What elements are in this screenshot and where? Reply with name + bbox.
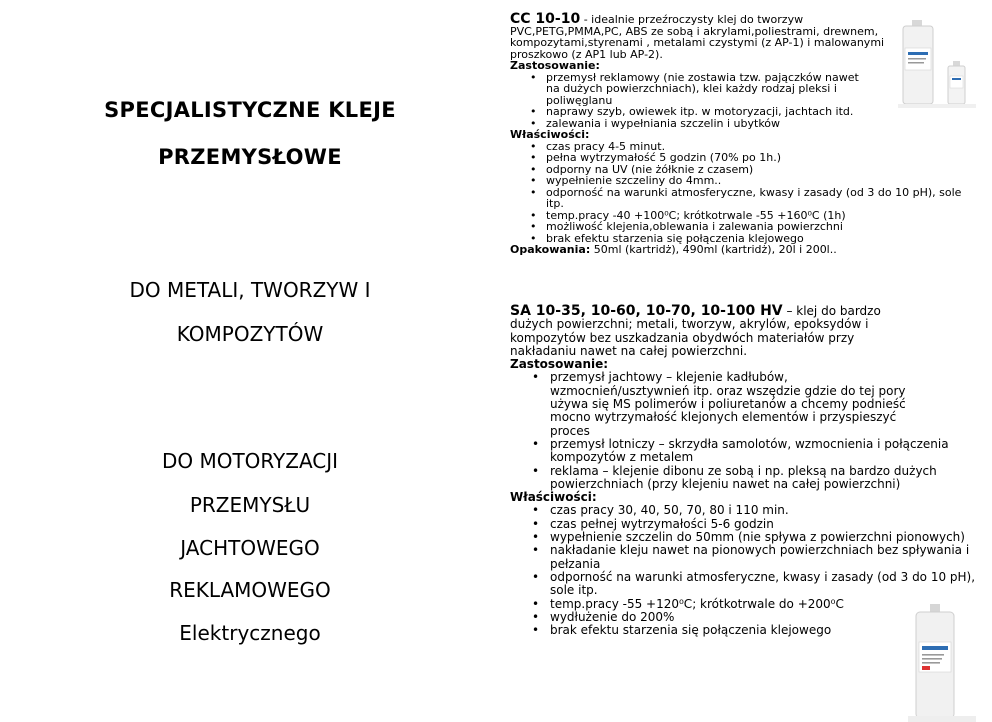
list-item: • naprawy szyb, owiewek itp. w motoryzacji, jachtach itd.	[510, 106, 876, 118]
product2-usage-heading: Zastosowanie:	[510, 357, 609, 372]
product1-props-heading: Właściwości:	[510, 128, 590, 141]
product2-name: SA 10-35, 10-60, 10-70, 10-100 HV	[510, 303, 783, 319]
product1-usage-heading: Zastosowanie:	[510, 59, 600, 72]
list-item: • temp.pracy -55 +120⁰C; krótkotrwale do +200⁰C	[510, 598, 980, 611]
list-item: • odporny na UV (nie żółknie z czasem)	[510, 164, 980, 176]
industry-reklamowego: REKLAMOWEGO	[169, 578, 331, 602]
subtitle-line2: KOMPOZYTÓW	[176, 322, 324, 346]
industry-jachtowego: JACHTOWEGO	[180, 536, 320, 560]
product2-intro	[510, 305, 900, 358]
industry-przemyslu: PRZEMYSŁU	[189, 493, 311, 517]
list-item: • przemysł lotniczy – skrzydła samolotów, wzmocnienia i połączenia kompozytów z metalem	[510, 438, 980, 465]
product1-packaging-value: 50ml (kartridż), 490ml (kartridż), 20l i 200l..	[590, 243, 837, 256]
list-item: • przemysł jachtowy – klejenie kadłubów, wzmocnień/usztywnień itp. oraz wszędzie gdzie do tej pory używa się MS polimerów i poliuretanów a chcemy podnieść mocno wytrzymałość klejonych elementów i przyspieszyć proces	[510, 371, 920, 437]
product2-usage-list	[510, 371, 980, 491]
list-item: • czas pełnej wytrzymałości 5-6 godzin	[510, 518, 980, 531]
product2-bottle-image	[908, 602, 976, 722]
list-item: • brak efektu starzenia się połączenia klejowego	[510, 233, 980, 245]
left-column	[0, 0, 500, 701]
bottle-cap-icon	[912, 20, 922, 26]
list-item: • wypełnienie szczelin do 50mm (nie spływa z powierzchni pionowych)	[510, 531, 980, 544]
list-item: • możliwość klejenia,oblewania i zalewania powierzchni	[510, 221, 980, 233]
bottle-cap-icon	[930, 604, 940, 612]
subtitle-line1: DO METALI, TWORZYW I	[129, 278, 371, 302]
product-cc-10-10	[510, 11, 980, 256]
list-item: • wypełnienie szczeliny do 4mm..	[510, 175, 980, 187]
list-item: • temp.pracy -40 +100⁰C; krótkotrwale -55 +160⁰C (1h)	[510, 210, 980, 222]
product1-description: - idealnie przeźroczysty klej do tworzyw PVC,PETG,PMMA,PC, ABS ze sobą i akrylami,poliestrami, drewnem, kompozytami,styrenami , metalami czystymi (z AP-1) i malowanymi proszkowo (z AP1 lub AP-2).	[510, 13, 885, 61]
list-item: • reklama – klejenie dibonu ze sobą i np. pleksą na bardzo dużych powierzchniach (przy klejeniu nawet na całej powierzchni)	[510, 465, 980, 492]
list-item: • odporność na warunki atmosferyczne, kwasy i zasady (od 3 do 10 pH), sole itp.	[510, 187, 980, 210]
product1-bottle-image	[898, 16, 976, 108]
list-item: • nakładanie kleju nawet na pionowych powierzchniach bez spływania i pełzania	[510, 544, 980, 571]
list-item: • zalewania i wypełniania szczelin i ubytków	[510, 118, 876, 130]
list-item: • przemysł reklamowy (nie zostawia tzw. pajączków nawet na dużych powierzchniach), klei każdy rodzaj pleksi i poliwęglanu	[510, 72, 876, 107]
list-item: • brak efektu starzenia się połączenia klejowego	[510, 624, 980, 637]
list-item: • pełna wytrzymałość 5 godzin (70% po 1h.)	[510, 152, 980, 164]
product1-packaging	[510, 244, 980, 256]
main-title-line1: SPECJALISTYCZNE KLEJE	[104, 98, 396, 122]
product-sa-10-series	[510, 305, 980, 637]
product2-description: – klej do bardzo dużych powierzchni; metali, tworzyw, akrylów, epoksydów i kompozytów bez uszkadzania obydwóch materiałów przy nakładaniu nawet na całej powierzchni.	[510, 304, 881, 358]
main-title-line2: PRZEMYSŁOWE	[158, 145, 342, 169]
list-item: • czas pracy 4-5 minut.	[510, 141, 980, 153]
product2-props-heading: Właściwości:	[510, 490, 597, 505]
industry-elektrycznego: Elektrycznego	[179, 621, 321, 645]
list-item: • wydłużenie do 200%	[510, 611, 980, 624]
product1-intro	[510, 11, 890, 61]
list-item: • czas pracy 30, 40, 50, 70, 80 i 110 min.	[510, 504, 980, 517]
product1-props-list	[510, 141, 980, 245]
product1-packaging-heading: Opakowania:	[510, 243, 591, 256]
list-item: • odporność na warunki atmosferyczne, kwasy i zasady (od 3 do 10 pH), sole itp.	[510, 571, 980, 598]
industry-motoryzacja: DO MOTORYZACJI	[161, 449, 339, 473]
product1-name: CC 10-10	[510, 11, 581, 27]
